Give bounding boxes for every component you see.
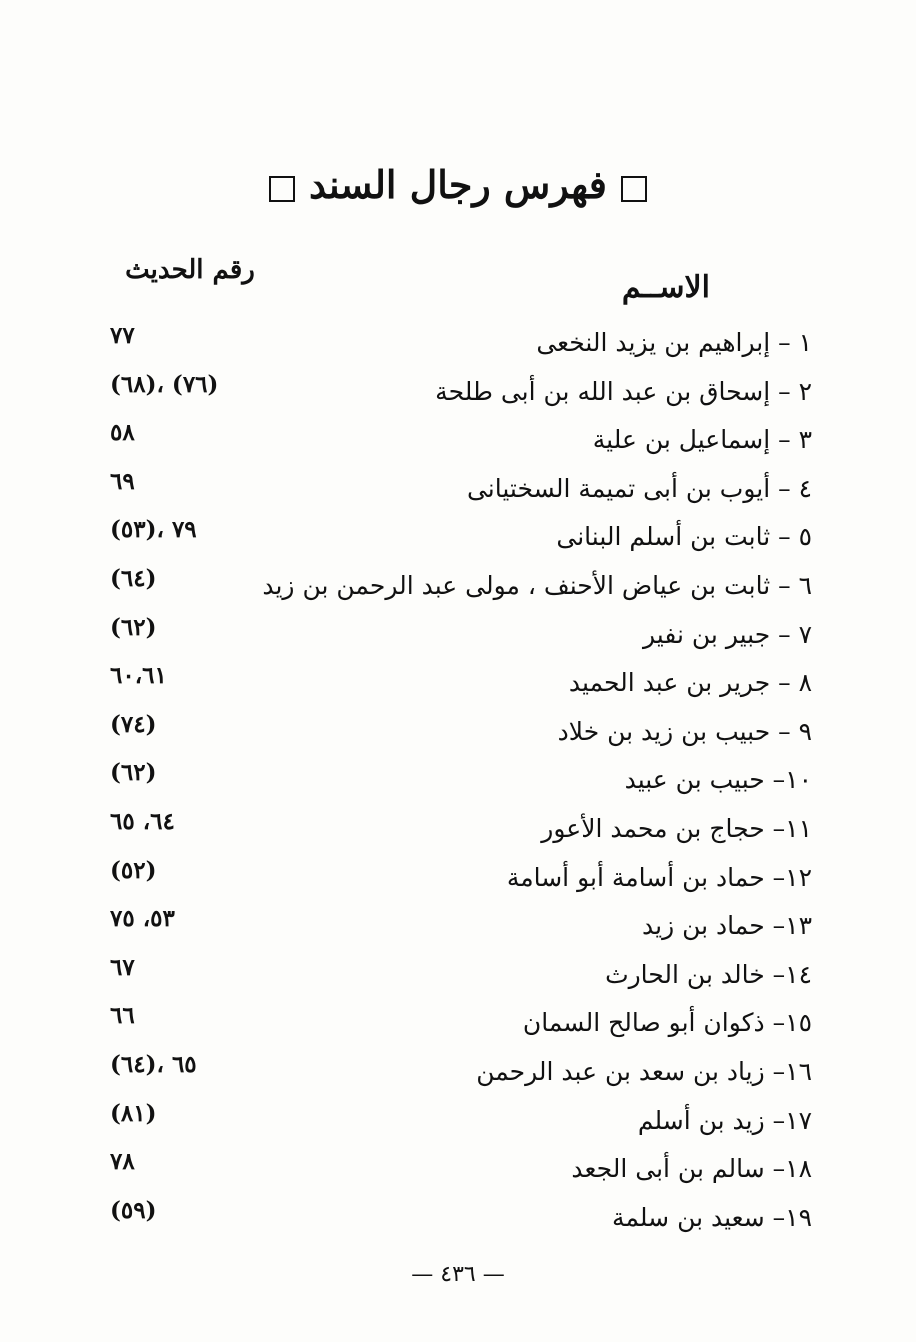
index-row: [0, 759, 916, 808]
hadith-numbers: (٥٣)، ٧٩: [110, 516, 197, 544]
index-row: [0, 516, 916, 565]
name-column-header: الاســم: [621, 270, 710, 305]
narrator-name: ٣ – إسماعيل بن علية: [592, 425, 812, 455]
index-row: [0, 1197, 916, 1246]
narrator-name: ١١– حجاج بن محمد الأعور: [541, 813, 812, 843]
hadith-numbers: ٦٤، ٦٥: [110, 807, 175, 835]
index-row: [0, 857, 916, 906]
index-row: [0, 1051, 916, 1100]
narrator-name: ١٦– زياد بن سعد بن عبد الرحمن: [476, 1056, 812, 1086]
hadith-number-column-header: رقم الحديث: [125, 255, 255, 285]
index-row: [0, 905, 916, 954]
index-row: [0, 808, 916, 857]
hadith-numbers: (٨١): [110, 1099, 157, 1127]
index-row: [0, 662, 916, 711]
narrator-name: ١٢– حماد بن أسامة أبو أسامة: [506, 862, 812, 892]
hadith-numbers: ٦٧: [110, 953, 135, 981]
index-row: [0, 468, 916, 517]
narrator-name: ١٨– سالم بن أبى الجعد: [571, 1154, 812, 1184]
hadith-numbers: (٦٤): [110, 564, 157, 592]
hadith-numbers: (٦٨)، (٧٦): [110, 370, 219, 398]
index-list: [0, 322, 916, 1245]
index-row: [0, 371, 916, 420]
narrator-name: ٦ – ثابت بن عياض الأحنف ، مولى عبد الرحمن بن زيد: [262, 570, 812, 600]
narrator-name: ٨ – جرير بن عبد الحميد: [568, 668, 812, 698]
hadith-numbers: (٦٤)، ٦٥: [110, 1050, 197, 1078]
hadith-numbers: ٦٠،٦١: [110, 662, 167, 690]
index-row: [0, 711, 916, 760]
narrator-name: ١٩– سعيد بن سلمة: [612, 1202, 812, 1232]
hadith-numbers: ٥٣، ٧٥: [110, 905, 175, 933]
narrator-name: ١ – إبراهيم بن يزيد النخعى: [536, 328, 812, 357]
page-number: — ٤٣٦ —: [411, 1262, 505, 1287]
hadith-numbers: (٥٢): [110, 856, 157, 884]
narrator-name: ٢ – إسحاق بن عبد الله بن أبى طلحة: [435, 376, 812, 406]
narrator-name: ٤ – أيوب بن أبى تميمة السختيانى: [466, 473, 812, 503]
narrator-name: ٧ – جبير بن نفير: [643, 619, 812, 649]
hadith-numbers: (٦٢): [110, 759, 157, 787]
hadith-numbers: ٧٧: [110, 322, 135, 349]
hadith-numbers: ٥٨: [110, 419, 135, 447]
index-row: [0, 419, 916, 468]
page-title: فهرس رجال السند: [309, 162, 607, 207]
hadith-numbers: (٥٩): [110, 1196, 157, 1224]
narrator-name: ١٧– زيد بن أسلم: [637, 1105, 812, 1135]
square-ornament-icon: [621, 176, 647, 202]
hadith-numbers: (٦٢): [110, 613, 157, 641]
narrator-name: ١٤– خالد بن الحارث: [605, 959, 812, 989]
narrator-name: ٥ – ثابت بن أسلم البنانى: [556, 522, 812, 552]
index-row: [0, 565, 916, 614]
square-ornament-icon: [269, 176, 295, 202]
index-row: [0, 1148, 916, 1197]
index-row: [0, 954, 916, 1003]
hadith-numbers: (٧٤): [110, 710, 157, 738]
index-row: [0, 1100, 916, 1149]
page-title-block: [0, 162, 916, 207]
index-row: [0, 614, 916, 663]
narrator-name: ١٠– حبيب بن عبيد: [624, 765, 812, 795]
index-row: [0, 322, 916, 371]
hadith-numbers: ٦٦: [110, 1002, 135, 1030]
hadith-numbers: ٧٨: [110, 1148, 135, 1176]
index-row: [0, 1002, 916, 1051]
narrator-name: ٩ – حبيب بن زيد بن خلاد: [557, 716, 812, 746]
hadith-numbers: ٦٩: [110, 467, 135, 495]
narrator-name: ١٣– حماد بن زيد: [642, 911, 812, 941]
narrator-name: ١٥– ذكوان أبو صالح السمان: [522, 1008, 812, 1038]
